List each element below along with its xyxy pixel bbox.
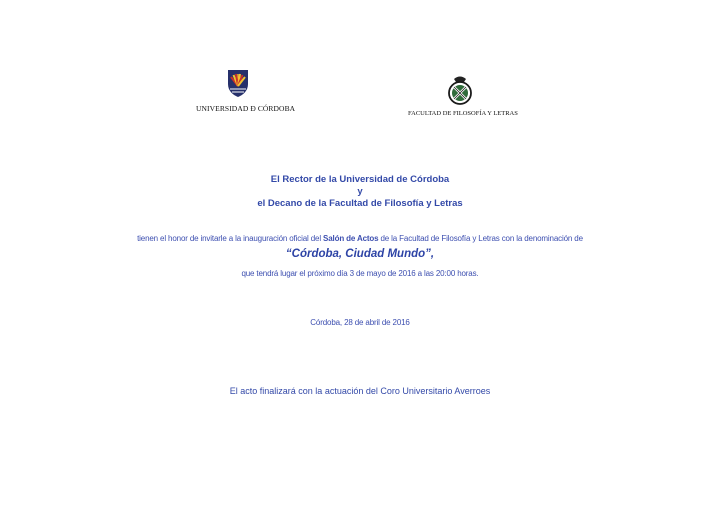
conjunction-line: y: [357, 186, 363, 197]
place-and-date: Córdoba, 28 de abril de 2016: [310, 318, 410, 327]
invitation-text-after: de la Facultad de Filosofía y Letras con la denominación de: [378, 234, 583, 243]
faculty-logo: [408, 70, 518, 120]
venue-name: Salón de Actos: [323, 234, 379, 243]
event-title: “Córdoba, Ciudad Mundo”,: [285, 248, 435, 260]
university-logo: [196, 64, 296, 116]
dean-line: el Decano de la Facultad de Filosofía y Letras: [257, 198, 463, 209]
event-date-line: que tendrá lugar el próximo día 3 de mayo de 2016 a las 20:00 horas.: [241, 269, 479, 278]
university-logo-caption: UNIVERSIDAD Ð CÓRDOBA: [196, 104, 296, 113]
faculty-logo-caption: FACULTAD DE FILOSOFÍA Y LETRAS: [408, 110, 518, 117]
university-shield-icon: [226, 68, 250, 98]
faculty-crest-icon: [444, 74, 476, 106]
rector-line: El Rector de la Universidad de Córdoba: [270, 174, 450, 185]
invitation-line: [0, 234, 720, 243]
invitation-text-before: tienen el honor de invitarle a la inauguración oficial del: [137, 234, 324, 243]
closing-line: El acto finalizará con la actuación del Coro Universitario Averroes: [229, 386, 491, 396]
